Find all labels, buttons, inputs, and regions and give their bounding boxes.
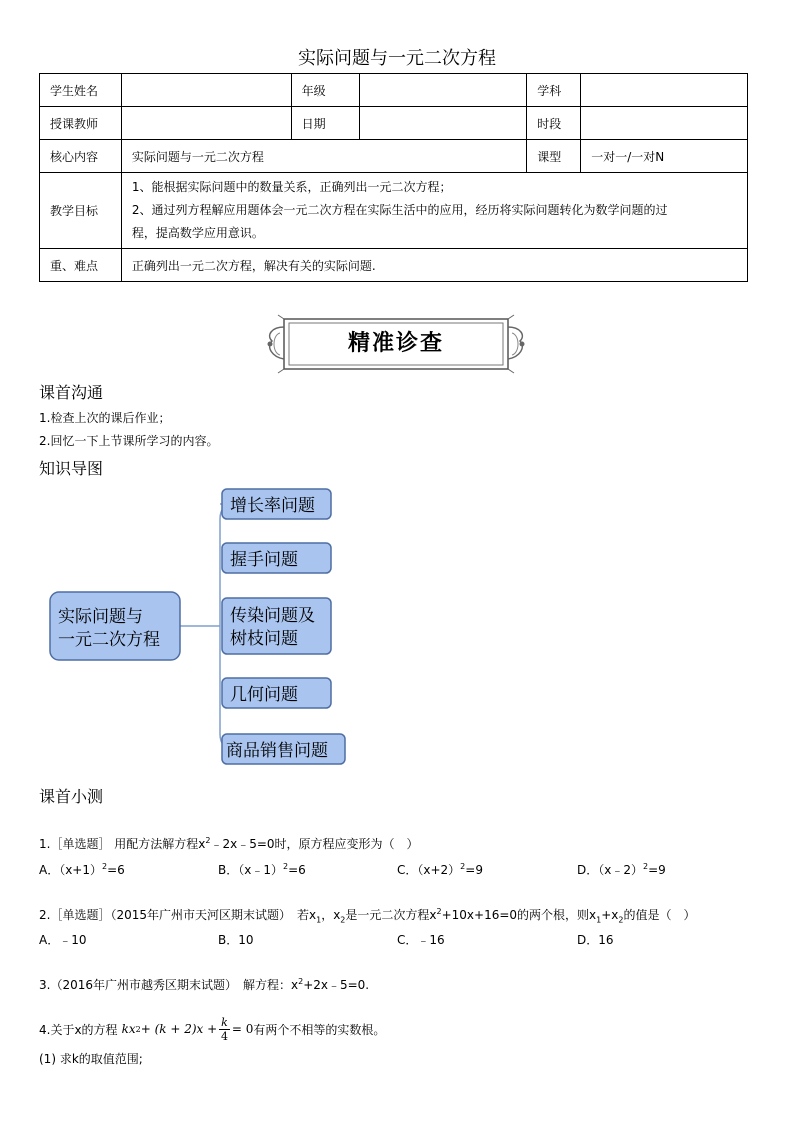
lesson-type-label: 课型 xyxy=(527,140,581,173)
question-2-option-b[interactable]: B．10 xyxy=(218,933,254,947)
question-2-stem: 2.［单选题］（2015年广州市天河区期末试题） 若$x_1$，$x_2$是一元二次方程$x^2+10x+16=0$的两个根，则$x_1+x_2$的值是（ ） xyxy=(39,907,696,925)
question-4-subquestion-1: (1) 求k的取值范围; xyxy=(39,1052,143,1066)
mindmap-root-line1: 实际问题与 xyxy=(58,607,143,627)
question-1-option-c[interactable]: C．$(x+2)^2=9$ xyxy=(397,862,483,877)
mindmap-node-label: 几何问题 xyxy=(230,685,298,705)
question-2-option-c[interactable]: C．﹣16 xyxy=(397,933,445,947)
banner-title: 精准诊查 xyxy=(347,331,444,356)
document-title: 实际问题与一元二次方程 xyxy=(298,48,496,69)
question-1-option-a[interactable]: A．$(x+1)^2=6$ xyxy=(39,862,125,877)
grade-label: 年级 xyxy=(291,74,359,107)
question-4-stem: 4.关于x的方程 kx 2 + (k + 2)x + $\frac{k}{4}$ = 0 有两个不相等的实数根。 xyxy=(39,1015,386,1043)
goal-item-2a: 2、通过列方程解应用题体会一元二次方程在实际生活中的应用，经历将实际问题转化为数学问题的过 xyxy=(131,203,668,217)
mindmap-node-label: 增长率问题 xyxy=(230,496,315,516)
question-2-option-d[interactable]: D．16 xyxy=(577,933,614,947)
mindmap-node-label: 握手问题 xyxy=(230,550,298,570)
period-value[interactable] xyxy=(581,107,748,140)
lesson-info-table xyxy=(39,73,748,282)
teacher-value[interactable] xyxy=(121,107,291,140)
teaching-goal-value xyxy=(121,173,747,249)
mindmap-node-growth-rate xyxy=(222,489,331,519)
mindmap-node-sales xyxy=(222,734,345,764)
question-1-option-b[interactable]: B．（x﹣1）$^2$=6 xyxy=(218,862,306,877)
student-name-label: 学生姓名 xyxy=(40,74,122,107)
core-content-label: 核心内容 xyxy=(40,140,122,173)
mindmap-node-label: 商品销售问题 xyxy=(226,741,328,761)
teacher-label: 授课教师 xyxy=(40,107,122,140)
communication-item-1: 1.检查上次的课后作业； xyxy=(39,411,171,425)
question-3-stem: 3.（2016年广州市越秀区期末试题） 解方程：$x^2+2x﹣5=0$. xyxy=(39,977,370,992)
goal-item-1: 1、能根据实际问题中的数量关系，正确列出一元二次方程； xyxy=(131,180,452,194)
question-4-equation: kx 2 + (k + 2)x + $\frac{k}{4}$ = 0 xyxy=(121,1015,254,1043)
goal-item-2b: 程，提高数学应用意识。 xyxy=(131,226,264,240)
subject-label: 学科 xyxy=(527,74,581,107)
core-content-value: 实际问题与一元二次方程 xyxy=(121,140,526,173)
quiz-heading: 课首小测 xyxy=(39,787,104,806)
mindmap-heading: 知识导图 xyxy=(39,459,104,478)
date-value[interactable] xyxy=(359,107,527,140)
section-banner xyxy=(262,313,530,375)
mindmap-node-infection xyxy=(222,598,331,654)
key-point-value: 正确列出一元二次方程，解决有关的实际问题. xyxy=(121,249,747,282)
mindmap-root-line2: 一元二次方程 xyxy=(58,630,160,650)
mindmap-node-handshake xyxy=(222,543,331,573)
mindmap-node-label: 传染问题及 xyxy=(230,606,315,626)
communication-heading: 课首沟通 xyxy=(39,383,104,402)
mindmap-node-label: 树枝问题 xyxy=(230,629,298,649)
student-name-value[interactable] xyxy=(121,74,291,107)
period-label: 时段 xyxy=(527,107,581,140)
date-label: 日期 xyxy=(291,107,359,140)
lesson-type-value: 一对一/一对N xyxy=(581,140,748,173)
question-1-option-d[interactable]: D．（x﹣2）$^2$=9 xyxy=(577,862,666,877)
question-2-option-a[interactable]: A．﹣10 xyxy=(39,933,87,947)
knowledge-mindmap xyxy=(40,484,360,774)
subject-value[interactable] xyxy=(581,74,748,107)
communication-item-2: 2.回忆一下上节课所学习的内容。 xyxy=(39,434,219,448)
mindmap-node-geometry xyxy=(222,678,331,708)
grade-value[interactable] xyxy=(359,74,527,107)
mindmap-root-node xyxy=(50,592,180,660)
question-1-stem: 1.［单选题］ 用配方法解方程$x^2﹣2x﹣5=0$时，原方程应变形为（ ） xyxy=(39,836,419,851)
teaching-goal-label: 教学目标 xyxy=(40,173,122,249)
key-point-label: 重、难点 xyxy=(40,249,122,282)
